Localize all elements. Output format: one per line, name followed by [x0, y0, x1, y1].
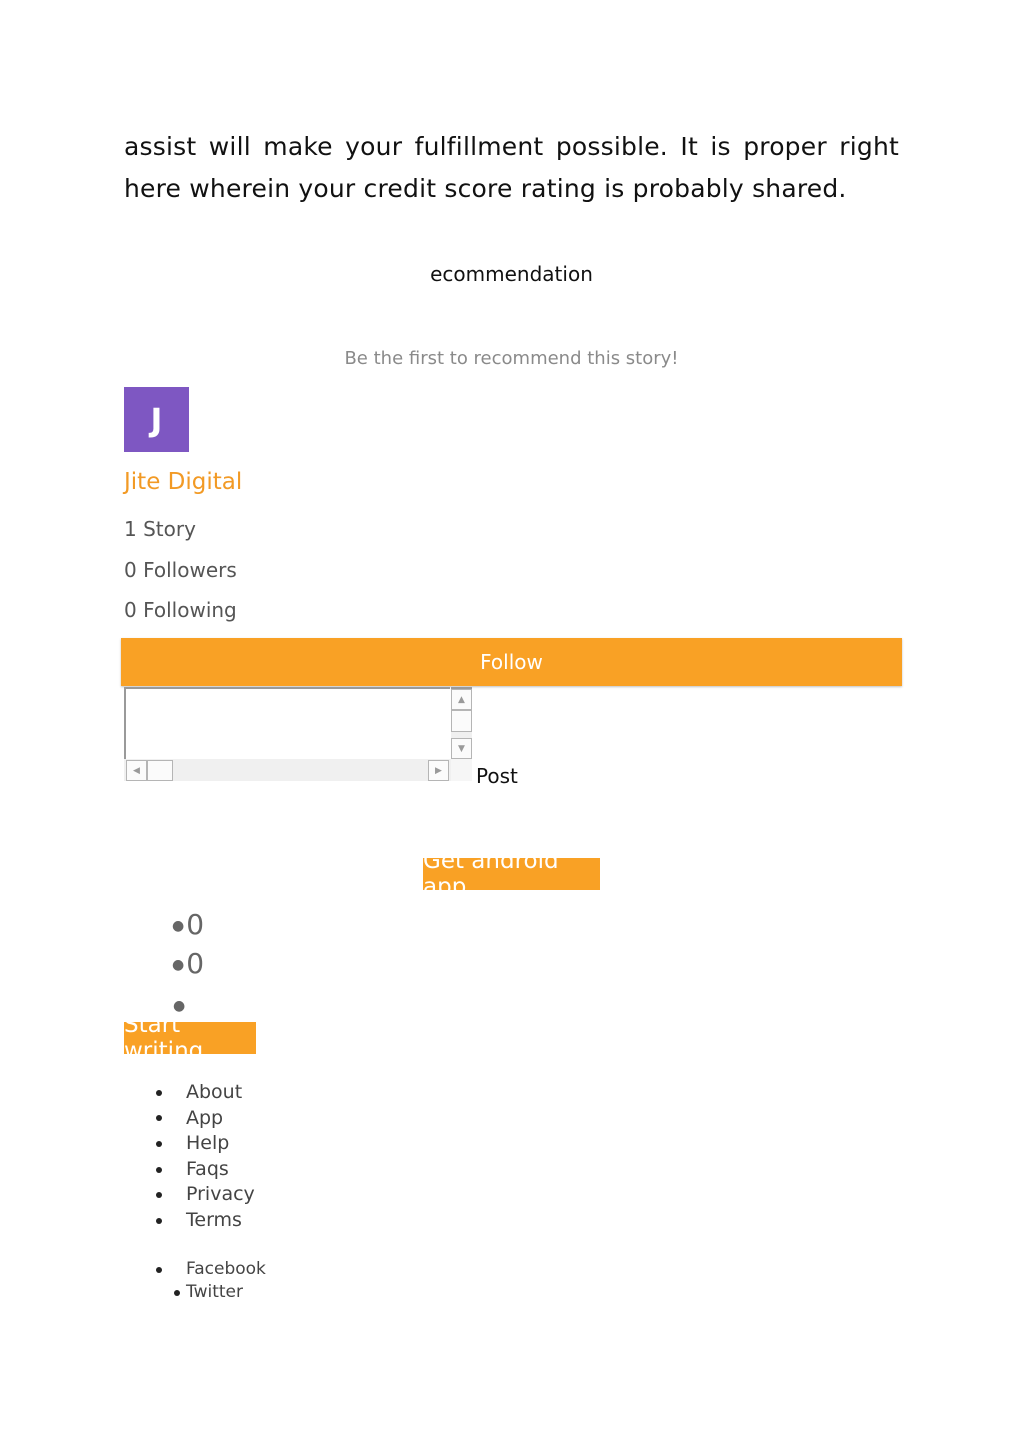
comment-count[interactable]: ●0: [172, 947, 205, 980]
comment-textarea[interactable]: [124, 687, 472, 782]
bullet-icon: [156, 1218, 162, 1224]
footer-link-terms[interactable]: Terms: [124, 1208, 255, 1234]
bullet-icon: ●: [172, 957, 185, 973]
vertical-scrollbar[interactable]: [451, 687, 472, 761]
author-avatar[interactable]: J: [124, 387, 189, 452]
author-name-link[interactable]: Jite Digital: [124, 469, 243, 495]
recommendation-subtext: Be the first to recommend this story!: [344, 348, 679, 369]
scroll-right-arrow-icon[interactable]: ▶: [428, 760, 449, 781]
footer-link-help[interactable]: Help: [124, 1131, 255, 1157]
resize-corner[interactable]: [451, 759, 472, 781]
follow-button[interactable]: Follow: [121, 638, 902, 686]
bullet-icon: [156, 1267, 162, 1273]
scroll-up-arrow-icon[interactable]: ▲: [451, 689, 472, 710]
footer-nav: [124, 1080, 255, 1234]
bullet-icon: [156, 1115, 162, 1121]
bullet-icon: [156, 1167, 162, 1173]
recommend-count[interactable]: ●0: [172, 908, 205, 941]
article-paragraph: assist will make your fulfillment possible. It is proper right here wherein your credit score rating is probably shared.: [124, 132, 899, 203]
bullet-icon: [156, 1192, 162, 1198]
bullet-icon: [174, 1290, 180, 1296]
footer-social: [124, 1258, 266, 1304]
share-item[interactable]: ●: [173, 998, 186, 1014]
scroll-down-arrow-icon[interactable]: ▼: [451, 738, 472, 759]
get-android-app-button[interactable]: Get android app: [423, 858, 600, 890]
footer-link-privacy[interactable]: Privacy: [124, 1182, 255, 1208]
scroll-thumb-horizontal[interactable]: [147, 760, 173, 781]
recommendation-heading: ecommendation: [430, 262, 593, 286]
start-writing-button[interactable]: Start writing: [124, 1022, 256, 1054]
footer-link-about[interactable]: About: [124, 1080, 255, 1106]
footer-link-app[interactable]: App: [124, 1106, 255, 1132]
bullet-icon: [156, 1141, 162, 1147]
footer-link-faqs[interactable]: Faqs: [124, 1157, 255, 1183]
post-button[interactable]: Post: [476, 764, 518, 788]
comment-input-area[interactable]: [124, 687, 450, 759]
social-link-twitter[interactable]: Twitter: [124, 1281, 266, 1304]
author-stories-count[interactable]: 1 Story: [124, 517, 196, 541]
scroll-thumb[interactable]: [451, 710, 472, 732]
bullet-icon: [156, 1090, 162, 1096]
social-link-facebook[interactable]: Facebook: [124, 1258, 266, 1281]
author-followers-count[interactable]: 0 Followers: [124, 558, 237, 582]
author-following-count[interactable]: 0 Following: [124, 598, 237, 622]
horizontal-scrollbar[interactable]: [124, 759, 451, 781]
bullet-icon: ●: [172, 918, 185, 934]
scroll-left-arrow-icon[interactable]: ◀: [126, 760, 147, 781]
